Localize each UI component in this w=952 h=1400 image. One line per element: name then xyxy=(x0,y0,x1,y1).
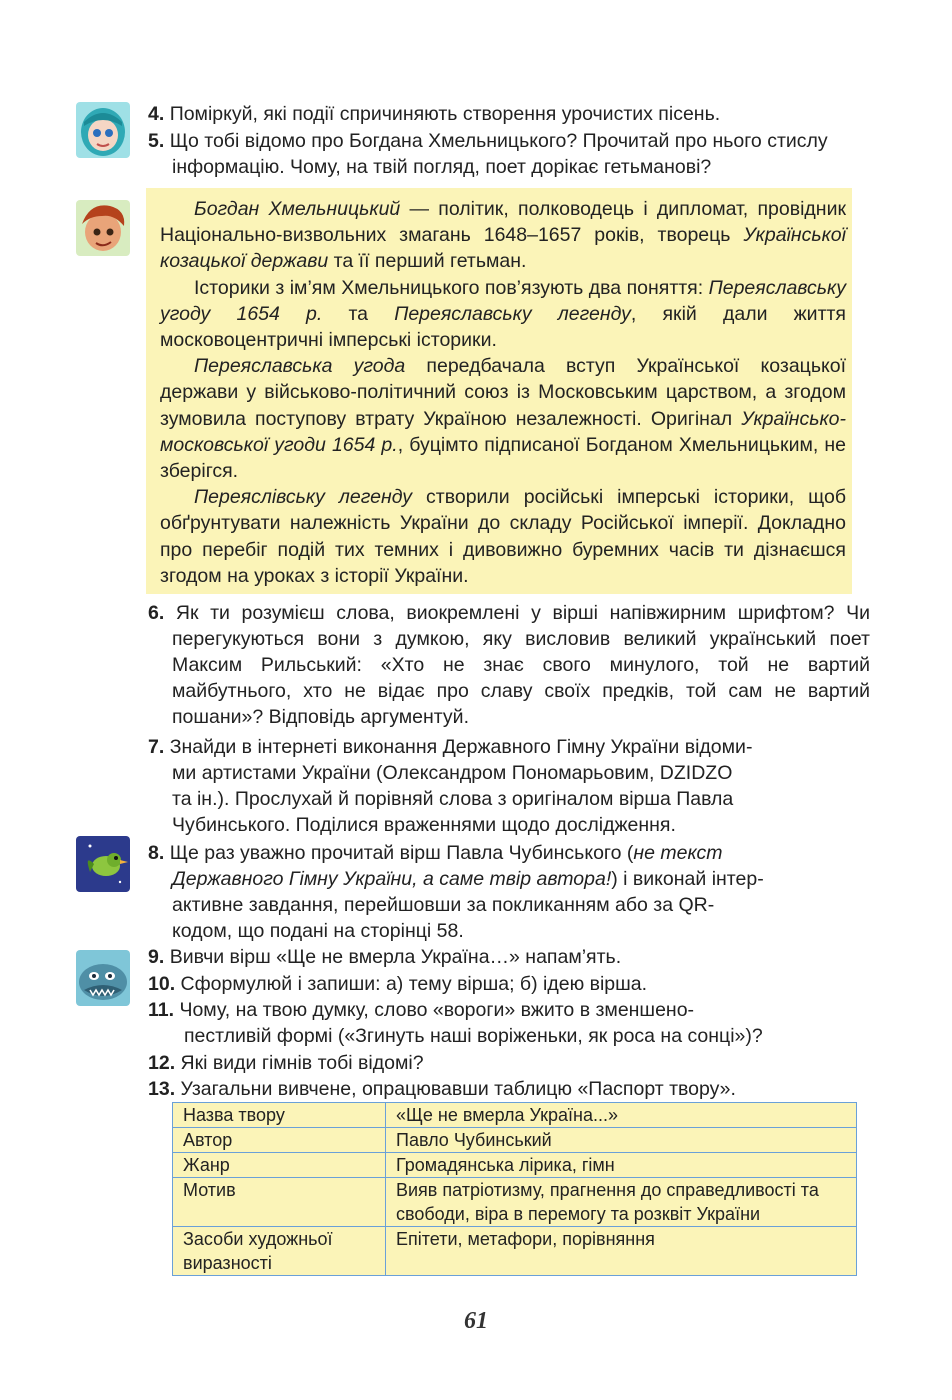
table-row xyxy=(173,1178,857,1227)
question-emphasis: Державного Гімну України, а саме твір автора! xyxy=(172,868,612,890)
table-row xyxy=(173,1227,857,1276)
dragon-avatar-icon xyxy=(76,950,130,1006)
question-text: ) і виконай інтер- xyxy=(611,868,764,890)
question-text: Поміркуй, які події спричиняють створення урочистих пісень. xyxy=(169,103,721,125)
question-8 xyxy=(148,840,848,944)
table-cell-key: Мотив xyxy=(173,1178,386,1227)
info-paragraph xyxy=(160,196,846,275)
info-paragraph xyxy=(160,353,846,484)
question-text: та ін.). Прослухай й порівняй слова з оригіналом вірша Павла xyxy=(172,788,734,810)
info-term: Переяславську угоду 1654 р. xyxy=(160,276,846,325)
table-cell-value: Епітети, метафори, порівняння xyxy=(386,1227,857,1276)
passport-table xyxy=(172,1102,857,1276)
page-number: 61 xyxy=(464,1308,488,1334)
question-13 xyxy=(148,1076,848,1102)
question-number: 10. xyxy=(148,973,176,995)
question-text: кодом, що подані на сторінці 58. xyxy=(172,920,464,942)
info-text: Історики з ім’ям Хмельницького пов’язують два поняття: xyxy=(194,276,709,299)
info-text: створили російські імперські історики, щоб обґрунтувати належність України до складу Російської імперії. Докладно про перебіг подій тих темних і дивовижно буремних часів ти дізнаєшся згодом на уроках з історії України. xyxy=(160,486,846,587)
question-text: Як ти розумієш слова, виокремлені у вірші напівжирним шрифтом? Чи перегукуються вони з думкою, яку висловив великий український поет Максим Рильський: «Хто не знає свого минулого, той не вартий майбутнього, хто не відає про славу своїх предків, той сам не вартий пошани»? Відповідь аргументуй. xyxy=(172,602,870,728)
question-text: пестливій формі («Згинуть наші воріженьки, як роса на сонці»)? xyxy=(184,1025,763,1047)
question-7 xyxy=(148,734,848,838)
info-text: та xyxy=(322,302,395,325)
info-term: Переяслівську легенду xyxy=(194,486,413,509)
table-cell-key: Автор xyxy=(173,1128,386,1153)
question-text: активне завдання, перейшовши за покликанням або за QR- xyxy=(172,894,715,916)
info-term: Українсько-московської угоди 1654 р. xyxy=(160,407,846,456)
table-cell-value: Вияв патріотизму, прагнення до справедливості та свободи, віра в перемогу та розквіт України xyxy=(386,1178,857,1227)
info-term: Переяславська угода xyxy=(194,355,406,378)
info-text: , якій дали життя московоцентричні імперські історики. xyxy=(160,302,846,352)
question-5 xyxy=(148,128,872,180)
info-term: Української козацької держави xyxy=(160,224,846,273)
question-text: ми артистами України (Олександром Пономарьовим, DZIDZO xyxy=(172,762,733,784)
question-number: 12. xyxy=(148,1052,176,1074)
table-cell-key: Жанр xyxy=(173,1153,386,1178)
question-text: Сформулюй і запиши: а) тему вірша; б) ідею вірша. xyxy=(180,973,648,995)
question-number: 13. xyxy=(148,1078,176,1100)
question-9 xyxy=(148,944,848,970)
question-number: 6. xyxy=(148,602,165,624)
question-10 xyxy=(148,971,848,997)
table-row xyxy=(173,1153,857,1178)
info-term: Переяславську легенду xyxy=(394,302,631,325)
question-11 xyxy=(148,997,858,1049)
bird-avatar-icon xyxy=(76,836,130,892)
question-text: Які види гімнів тобі відомі? xyxy=(180,1052,424,1074)
question-6 xyxy=(148,600,870,730)
question-text: Чубинського. Поділися враженнями щодо дослідження. xyxy=(172,814,676,836)
girl-avatar-icon xyxy=(76,102,130,158)
question-text: Що тобі відомо про Богдана Хмельницького? Прочитай про нього стислу інформацію. Чому, на твій погляд, поет дорікає гетьманові? xyxy=(169,130,828,178)
question-text: Знайди в інтернеті виконання Державного Гімну України відоми- xyxy=(169,736,753,758)
info-box-khmelnytskyi xyxy=(146,188,852,594)
question-text: Ще раз уважно прочитай вірш Павла Чубинського ( xyxy=(169,842,634,864)
question-number: 11. xyxy=(148,999,175,1021)
question-text: Вивчи вірш «Ще не вмерла Україна…» напам’ять. xyxy=(169,946,622,968)
info-text: та її перший гетьман. xyxy=(328,250,527,273)
question-text: Чому, на твою думку, слово «вороги» вжито в зменшено- xyxy=(179,999,695,1021)
question-text: Узагальни вивчене, опрацювавши таблицю «Паспорт твору». xyxy=(180,1078,736,1100)
question-12 xyxy=(148,1050,848,1076)
table-cell-value: «Ще не вмерла Україна...» xyxy=(386,1103,857,1128)
info-text: — політик, полководець і дипломат, провідник Національно-визвольних змагань 1648–1657 років, творець xyxy=(160,198,846,247)
question-number: 5. xyxy=(148,130,165,152)
info-text: , буцімто підписаної Богданом Хмельницьким, не зберігся. xyxy=(160,433,847,483)
info-paragraph xyxy=(160,275,846,354)
table-cell-value: Павло Чубинський xyxy=(386,1128,857,1153)
question-number: 4. xyxy=(148,103,165,125)
question-4 xyxy=(148,101,848,127)
info-paragraph xyxy=(160,484,846,589)
question-number: 8. xyxy=(148,842,165,864)
info-term: Богдан Хмельницький xyxy=(194,198,401,220)
table-cell-key: Назва твору xyxy=(173,1103,386,1128)
question-number: 7. xyxy=(148,736,165,758)
table-row xyxy=(173,1103,857,1128)
boy-avatar-icon xyxy=(76,200,130,256)
table-cell-value: Громадянська лірика, гімн xyxy=(386,1153,857,1178)
info-text: передбачала вступ Української козацької держави у військово-політичний союз із Московським царством, а згодом зумовила поступову втрату Україною незалежності. Оригінал xyxy=(160,355,847,430)
question-number: 9. xyxy=(148,946,165,968)
question-emphasis: не текст xyxy=(633,842,723,864)
table-row xyxy=(173,1128,857,1153)
table-cell-key: Засоби художньої виразності xyxy=(173,1227,386,1276)
